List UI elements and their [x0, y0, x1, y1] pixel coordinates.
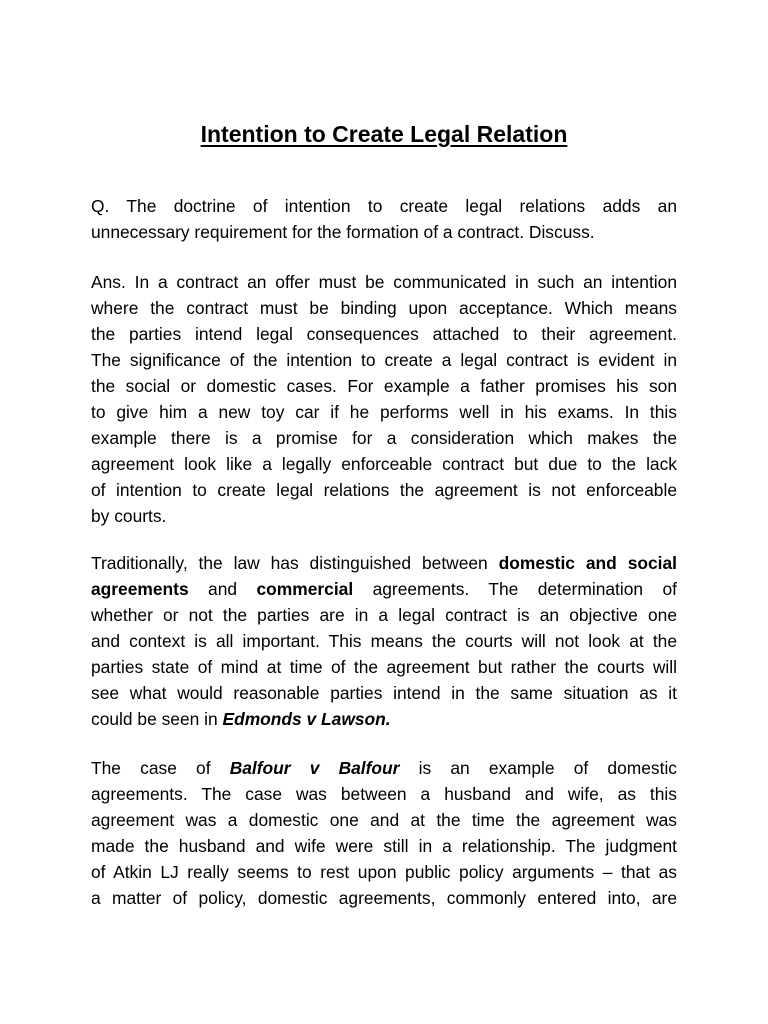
paragraph-text: could be seen in: [91, 709, 223, 729]
paragraph-line: Ans. In a contract an offer must be communicated in such an intention: [91, 272, 677, 292]
traditionally-paragraph: [91, 550, 677, 732]
paragraph-text: is an example of domestic: [399, 758, 678, 778]
paragraph-line: and context is all important. This means the courts will not look at the: [91, 631, 677, 651]
bold-phrase: domestic and social: [498, 553, 677, 573]
paragraph-line: [91, 755, 677, 781]
paragraph-line: where the contract must be binding upon acceptance. Which means: [91, 298, 677, 318]
paragraph-line: the parties intend legal consequences attached to their agreement.: [91, 324, 677, 344]
document-title: Intention to Create Legal Relation: [200, 121, 568, 147]
paragraph-line: [91, 550, 677, 576]
question-paragraph: [91, 193, 677, 245]
paragraph-line: a matter of policy, domestic agreements, commonly entered into, are: [91, 888, 677, 908]
paragraph-text: and: [188, 579, 257, 599]
paragraph-line: Q. The doctrine of intention to create legal relations adds an: [91, 196, 677, 216]
bold-phrase: commercial: [256, 579, 354, 599]
paragraph-line: the social or domestic cases. For example a father promises his son: [91, 376, 677, 396]
paragraph-line: of Atkin LJ really seems to rest upon public policy arguments – that as: [91, 862, 677, 882]
paragraph-line: agreement was a domestic one and at the time the agreement was: [91, 810, 677, 830]
paragraph-line: agreements. The case was between a husband and wife, as this: [91, 784, 677, 804]
paragraph-line: [91, 706, 677, 732]
paragraph-line: The significance of the intention to create a legal contract is evident in: [91, 350, 677, 370]
paragraph-line: whether or not the parties are in a legal contract is an objective one: [91, 605, 677, 625]
answer-paragraph: [91, 269, 677, 529]
paragraph-line: made the husband and wife were still in a relationship. The judgment: [91, 836, 677, 856]
paragraph-line: [91, 576, 677, 602]
paragraph-line: see what would reasonable parties intend in the same situation as it: [91, 683, 677, 703]
balfour-paragraph: [91, 755, 677, 911]
case-citation: Balfour v Balfour: [229, 758, 400, 778]
paragraph-line: parties state of mind at time of the agreement but rather the courts will: [91, 657, 677, 677]
paragraph-text: The case of: [91, 758, 230, 778]
paragraph-text: agreements. The determination of: [353, 579, 677, 599]
paragraph-line: to give him a new toy car if he performs well in his exams. In this: [91, 402, 677, 422]
case-citation: Edmonds v Lawson.: [222, 709, 391, 729]
paragraph-line: example there is a promise for a consideration which makes the: [91, 428, 677, 448]
paragraph-line: of intention to create legal relations the agreement is not enforceable: [91, 480, 677, 500]
paragraph-line: agreement look like a legally enforceable contract but due to the lack: [91, 454, 677, 474]
paragraph-line: unnecessary requirement for the formation of a contract. Discuss.: [91, 222, 595, 242]
paragraph-line: by courts.: [91, 506, 167, 526]
paragraph-text: Traditionally, the law has distinguished between: [91, 553, 499, 573]
bold-phrase: agreements: [91, 579, 189, 599]
